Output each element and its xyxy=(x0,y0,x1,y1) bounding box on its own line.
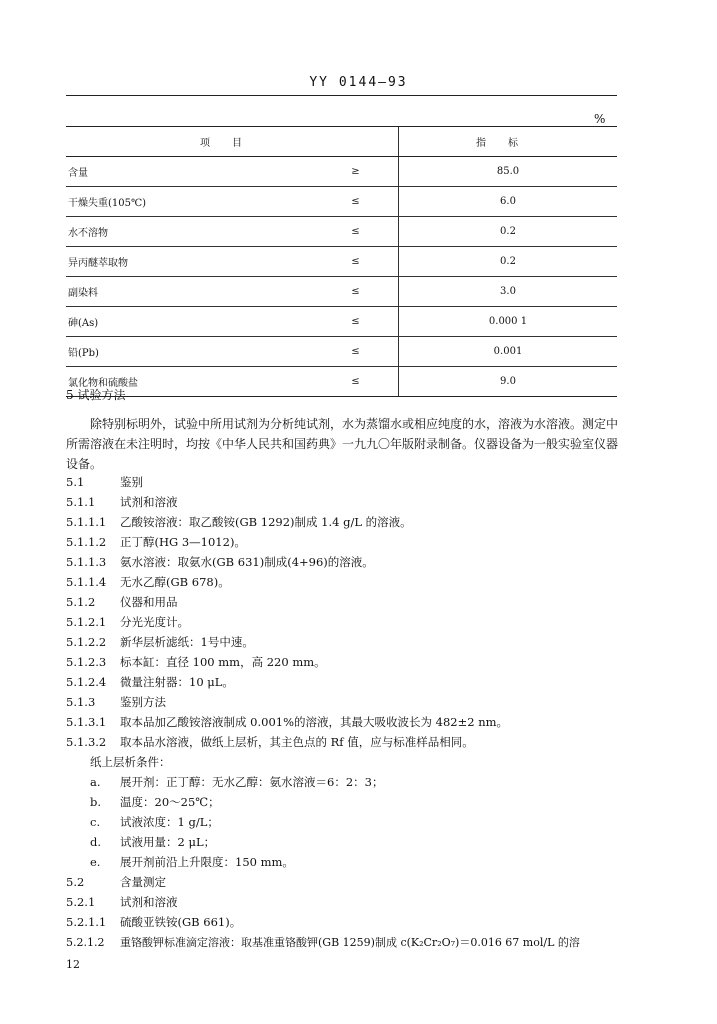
clause-line xyxy=(66,934,580,950)
clause-line xyxy=(66,494,178,510)
condition-text: 试液浓度：1 g/L； xyxy=(120,815,219,829)
row-item: 含量 xyxy=(66,157,313,187)
row-value: 0.000 1 xyxy=(399,307,618,337)
condition-key: c. xyxy=(90,815,101,829)
row-item: 副染料 xyxy=(66,277,313,307)
clause-number: 5.1 xyxy=(66,475,85,489)
clause-line xyxy=(66,574,230,590)
clause-line xyxy=(66,634,254,650)
condition-text: 试液用量：2 μL； xyxy=(120,835,216,849)
clause-text: 试剂和溶液 xyxy=(120,495,178,509)
clause-line xyxy=(66,874,166,890)
clause-number: 5.1.2 xyxy=(66,595,96,609)
clause-text: 试剂和溶液 xyxy=(120,895,178,909)
col-header-item: 项目 xyxy=(66,127,399,157)
clause-number: 5.1.3 xyxy=(66,695,96,709)
spec-table xyxy=(66,126,617,397)
condition-text: 温度：20～25℃； xyxy=(120,795,220,809)
clause-line xyxy=(66,894,178,910)
clause-text: 正丁醇(HG 3—1012)。 xyxy=(120,535,246,549)
clause-number: 5.1.1 xyxy=(66,495,96,509)
row-op: ≤ xyxy=(313,217,399,247)
clause-number: 5.2.1.1 xyxy=(66,915,107,929)
clause-number: 5.1.1.2 xyxy=(66,535,107,549)
table-row xyxy=(66,277,617,307)
row-item: 干燥失重(105℃) xyxy=(66,187,313,217)
clause-number: 5.1.2.1 xyxy=(66,615,107,629)
clause-line xyxy=(66,614,189,630)
row-value: 0.001 xyxy=(399,337,618,367)
row-op: ≤ xyxy=(313,337,399,367)
table-row xyxy=(66,337,617,367)
clause-text: 鉴别 xyxy=(120,475,143,489)
clause-text: 取本品水溶液，做纸上层析，其主色点的 Rf 值，应与标准样品相同。 xyxy=(120,735,474,749)
row-value: 6.0 xyxy=(399,187,618,217)
row-op: ≤ xyxy=(313,247,399,277)
col-header-value: 指标 xyxy=(399,127,618,157)
clause-line xyxy=(66,674,234,690)
table-row xyxy=(66,217,617,247)
row-item: 砷(As) xyxy=(66,307,313,337)
condition-text: 展开剂前沿上升限度：150 mm。 xyxy=(120,855,294,869)
row-op: ≤ xyxy=(313,367,399,397)
row-value: 0.2 xyxy=(399,217,618,247)
clause-line xyxy=(66,734,474,750)
row-op: ≤ xyxy=(313,307,399,337)
condition-text: 展开剂：正丁醇：无水乙醇：氨水溶液＝6：2：3； xyxy=(120,775,384,789)
clause-line xyxy=(66,474,143,490)
clause-number: 5.2.1 xyxy=(66,895,96,909)
condition-item xyxy=(90,854,294,870)
clause-line xyxy=(66,914,241,930)
condition-item xyxy=(90,814,219,830)
row-value: 85.0 xyxy=(399,157,618,187)
clause-text: 微量注射器：10 μL。 xyxy=(120,675,234,689)
section-5-title: 5 试验方法 xyxy=(66,388,126,402)
row-value: 0.2 xyxy=(399,247,618,277)
clause-text: 硫酸亚铁铵(GB 661)。 xyxy=(120,915,242,929)
paper-chromatography-heading: 纸上层析条件： xyxy=(90,755,171,769)
clause-number: 5.1.3.1 xyxy=(66,715,107,729)
header-rule xyxy=(66,95,617,96)
clause-number: 5.1.2.3 xyxy=(66,655,107,669)
table-head-row xyxy=(66,127,617,157)
clause-line xyxy=(66,514,412,530)
clause-number: 5.2.1.2 xyxy=(66,936,105,949)
clause-number: 5.1.1.4 xyxy=(66,575,107,589)
page-number: 12 xyxy=(66,958,80,971)
clause-number: 5.2 xyxy=(66,875,85,889)
clause-text: 取本品加乙酸铵溶液制成 0.001%的溶液，其最大吸收波长为 482±2 nm。 xyxy=(120,715,509,729)
row-op: ≤ xyxy=(313,187,399,217)
condition-item xyxy=(90,834,215,850)
clause-text: 仪器和用品 xyxy=(120,595,178,609)
table-row xyxy=(66,247,617,277)
condition-key: d. xyxy=(90,835,102,849)
clause-text: 乙酸铵溶液：取乙酸铵(GB 1292)制成 1.4 g/L 的溶液。 xyxy=(120,515,412,529)
condition-key: b. xyxy=(90,795,102,809)
clause-line xyxy=(66,654,326,670)
clause-text: 氨水溶液：取氨水(GB 631)制成(4+96)的溶液。 xyxy=(120,555,374,569)
table-row xyxy=(66,307,617,337)
clause-text: 重铬酸钾标准滴定溶液：取基准重铬酸钾(GB 1259)制成 c(K₂Cr₂O₇)＝0.016 67 mol/L 的溶 xyxy=(120,936,580,949)
row-item: 铅(Pb) xyxy=(66,337,313,367)
clause-text: 含量测定 xyxy=(120,875,166,889)
row-value: 9.0 xyxy=(399,367,618,397)
clause-line xyxy=(66,554,374,570)
clause-number: 5.1.2.2 xyxy=(66,635,107,649)
condition-item xyxy=(90,774,383,790)
condition-key: a. xyxy=(90,775,101,789)
condition-item xyxy=(90,794,220,810)
clause-text: 无水乙醇(GB 678)。 xyxy=(120,575,230,589)
clause-text: 鉴别方法 xyxy=(120,695,166,709)
table-row xyxy=(66,157,617,187)
clause-number: 5.1.2.4 xyxy=(66,675,107,689)
clause-text: 新华层析滤纸：1号中速。 xyxy=(120,635,254,649)
clause-line xyxy=(66,694,166,710)
row-op: ≤ xyxy=(313,277,399,307)
unit-label: % xyxy=(594,112,606,126)
condition-key: e. xyxy=(90,855,101,869)
clause-line xyxy=(66,714,508,730)
table-row xyxy=(66,367,617,397)
row-item: 异丙醚萃取物 xyxy=(66,247,313,277)
clause-line xyxy=(66,534,246,550)
row-item: 水不溶物 xyxy=(66,217,313,247)
row-item: 氯化物和硫酸盐 xyxy=(66,367,313,397)
row-value: 3.0 xyxy=(399,277,618,307)
clause-line xyxy=(66,594,178,610)
row-op: ≥ xyxy=(313,157,399,187)
intro-paragraph: 除特别标明外，试验中所用试剂为分析纯试剂，水为蒸馏水或相应纯度的水，溶液为水溶液。测定中所需溶液在未注明时，均按《中华人民共和国药典》一九九〇年版附录制备。仪器设备为一般实验室仪器设备。 xyxy=(66,417,619,471)
clause-number: 5.1.3.2 xyxy=(66,735,107,749)
clause-text: 标本缸：直径 100 mm，高 220 mm。 xyxy=(120,655,326,669)
standard-header: YY 0144—93 xyxy=(309,75,408,90)
clause-text: 分光光度计。 xyxy=(120,615,189,629)
clause-number: 5.1.1.1 xyxy=(66,515,107,529)
table-row xyxy=(66,187,617,217)
clause-number: 5.1.1.3 xyxy=(66,555,107,569)
